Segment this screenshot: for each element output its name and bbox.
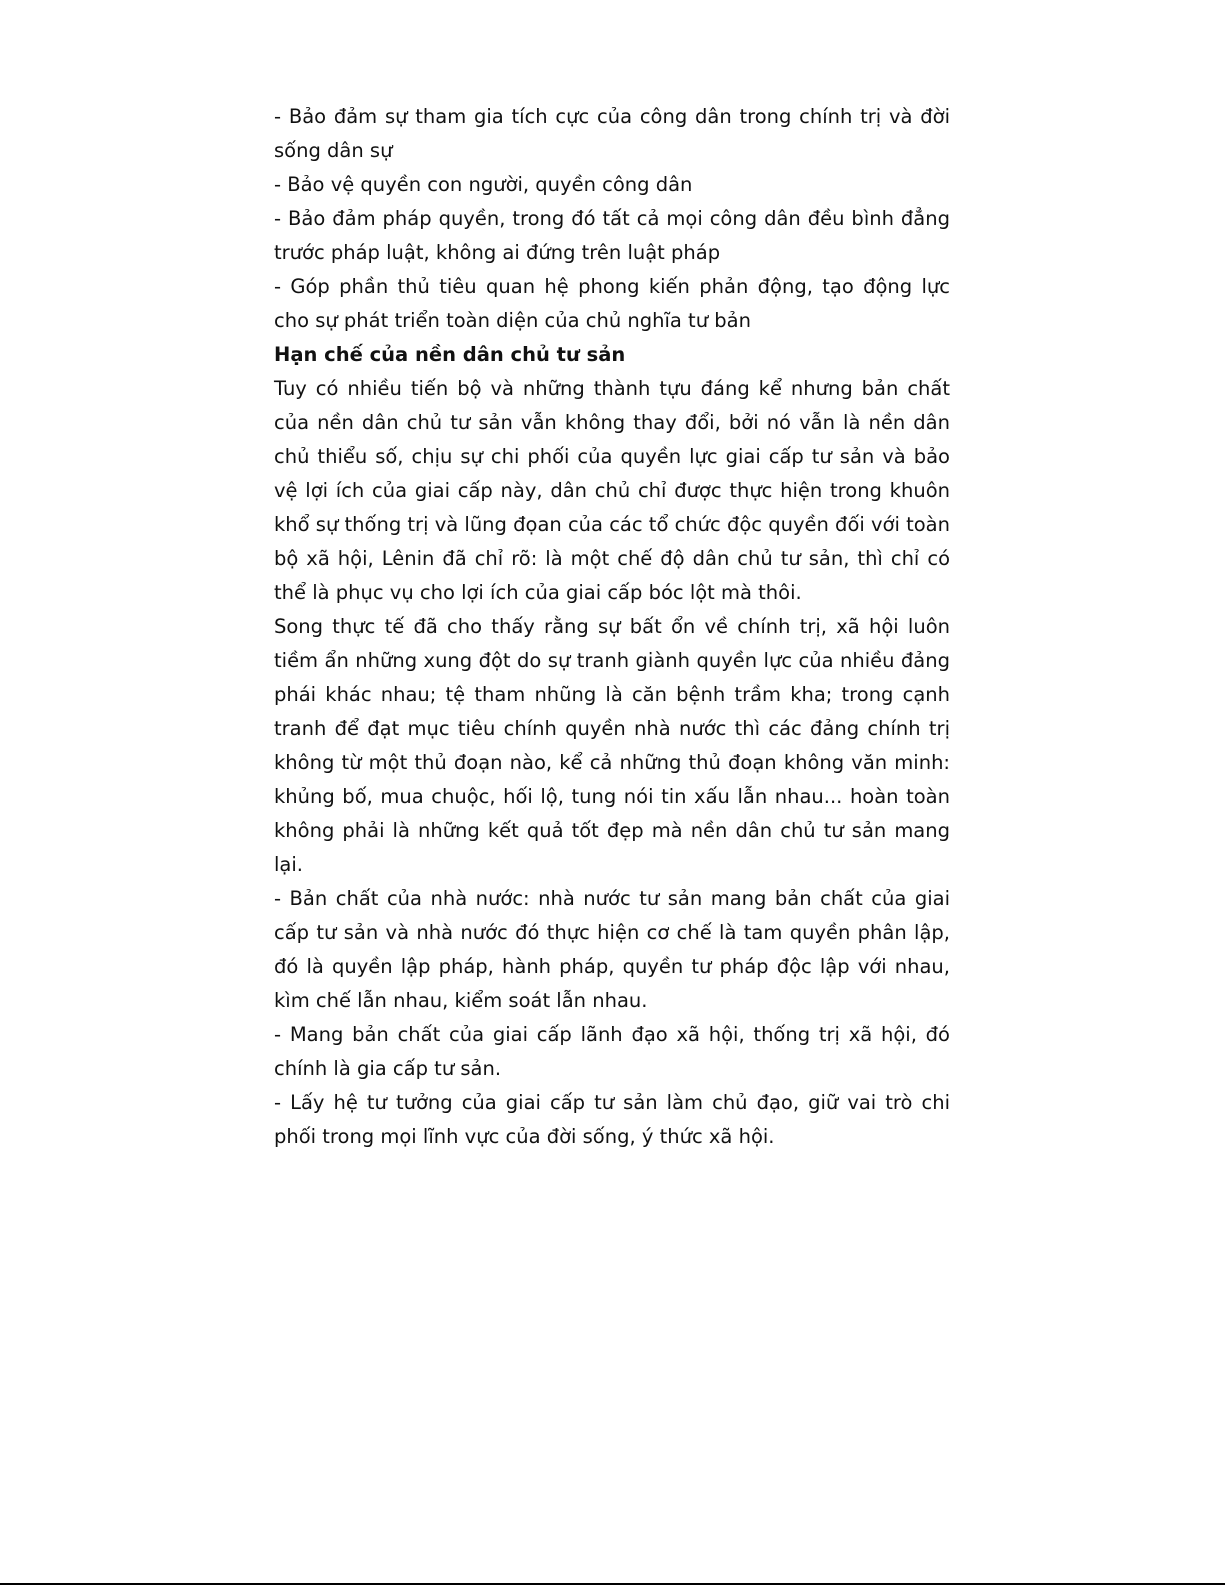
paragraph: - Góp phần thủ tiêu quan hệ phong kiến phản động, tạo động lực cho sự phát triển toàn diện của chủ nghĩa tư bản — [274, 275, 950, 332]
paragraph: - Bảo vệ quyền con người, quyền công dân — [274, 173, 693, 196]
paragraph: Tuy có nhiều tiến bộ và những thành tựu đáng kể nhưng bản chất của nền dân chủ tư sản vẫn không thay đổi, bởi nó vẫn là nền dân chủ thiểu số, chịu sự chi phối của quyền lực giai cấp tư sản và bảo vệ lợi ích của giai cấp này, dân chủ chỉ được thực hiện trong khuôn khổ sự thống trị và lũng đọan của các tổ chức độc quyền đối với toàn bộ xã hội, Lênin đã chỉ rõ: là một chế độ dân chủ tư sản, thì chỉ có thể là phục vụ cho lợi ích của giai cấp bóc lột mà thôi. — [274, 377, 950, 604]
document-body — [274, 100, 950, 1154]
paragraph: - Bảo đảm pháp quyền, trong đó tất cả mọi công dân đều bình đẳng trước pháp luật, không ai đứng trên luật pháp — [274, 207, 950, 264]
paragraph: - Lấy hệ tư tưởng của giai cấp tư sản làm chủ đạo, giữ vai trò chi phối trong mọi lĩnh vực của đời sống, ý thức xã hội. — [274, 1091, 950, 1148]
paragraph: - Bảo đảm sự tham gia tích cực của công dân trong chính trị và đời sống dân sự — [274, 105, 950, 162]
paragraph: - Bản chất của nhà nước: nhà nước tư sản mang bản chất của giai cấp tư sản và nhà nước đó thực hiện cơ chế là tam quyền phân lập, đó là quyền lập pháp, hành pháp, quyền tư pháp độc lập với nhau, kìm chế lẫn nhau, kiểm soát lẫn nhau. — [274, 887, 950, 1012]
paragraph: Song thực tế đã cho thấy rằng sự bất ổn về chính trị, xã hội luôn tiềm ẩn những xung đột do sự tranh giành quyền lực của nhiều đảng phái khác nhau; tệ tham nhũng là căn bệnh trầm kha; trong cạnh tranh để đạt mục tiêu chính quyền nhà nước thì các đảng chính trị không từ một thủ đoạn nào, kể cả những thủ đoạn không văn minh: khủng bố, mua chuộc, hối lộ, tung nói tin xấu lẫn nhau... hoàn toàn không phải là những kết quả tốt đẹp mà nền dân chủ tư sản mang lại. — [274, 615, 950, 876]
section-heading: Hạn chế của nền dân chủ tư sản — [274, 343, 626, 366]
paragraph: - Mang bản chất của giai cấp lãnh đạo xã hội, thống trị xã hội, đó chính là gia cấp tư sản. — [274, 1023, 950, 1080]
